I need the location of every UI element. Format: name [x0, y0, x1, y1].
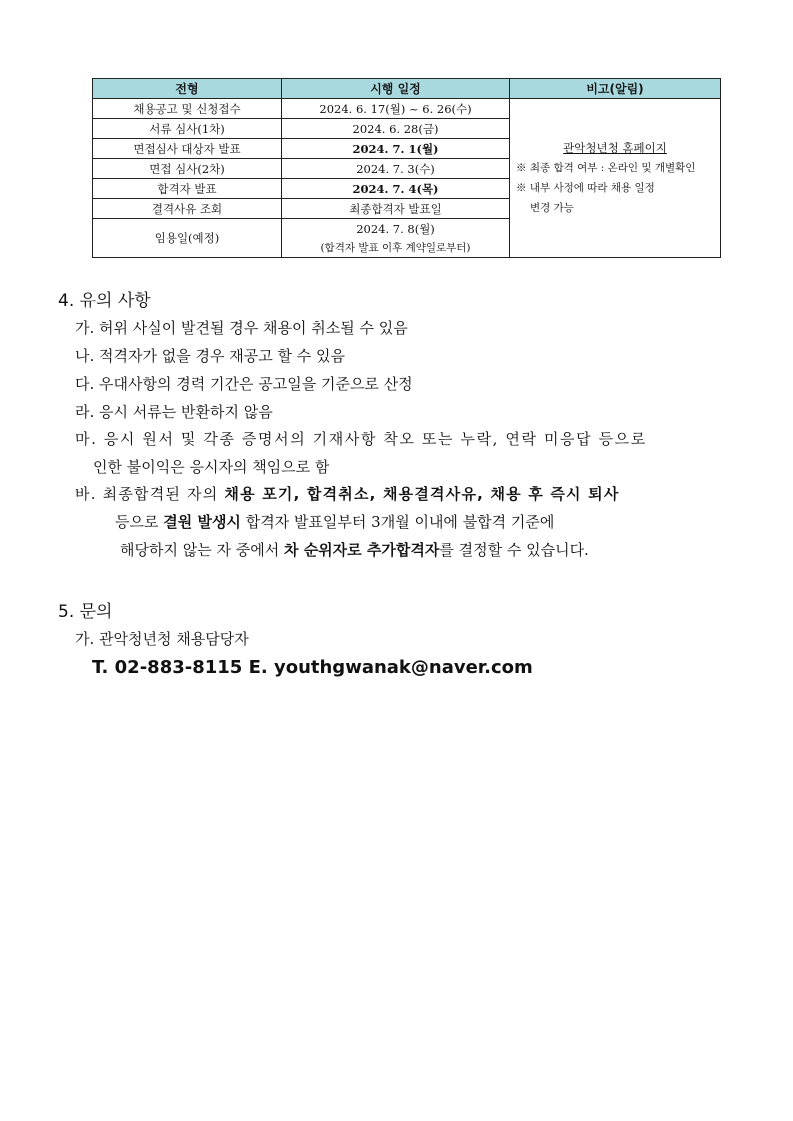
stage-cell: 면접 심사(2차): [93, 159, 282, 179]
text: 해당하지 않는 자 중에서: [120, 541, 284, 559]
section5-heading: 5. 문의: [58, 602, 113, 622]
stage-cell: 채용공고 및 신청접수: [93, 99, 282, 119]
stage-cell: 합격자 발표: [93, 179, 282, 199]
date-cell: 2024. 6. 28(금): [282, 119, 510, 139]
header-remarks: 비고(알림): [510, 79, 721, 99]
list-item: 가. 허위 사실이 발견될 경우 채용이 취소될 수 있음: [75, 319, 408, 337]
section4-heading: 4. 유의 사항: [58, 291, 151, 311]
remarks-title: 관악청년청 홈페이지: [563, 141, 667, 155]
stage-cell: 서류 심사(1차): [93, 119, 282, 139]
table-row: [93, 99, 721, 119]
date-cell: 최종합격자 발표일: [282, 199, 510, 219]
list-item: 마. 응시 원서 및 각종 증명서의 기재사항 착오 또는 누락, 연락 미응답 등으로: [75, 430, 647, 448]
date-cell: 2024. 7. 4(목): [282, 179, 510, 199]
remarks-note: 변경 가능: [530, 202, 574, 214]
table-header-row: [93, 79, 721, 99]
remarks-cell: [510, 99, 721, 258]
date-cell: 2024. 7. 8(월): [282, 219, 510, 239]
list-item: 다. 우대사항의 경력 기간은 공고일을 기준으로 산정: [75, 375, 413, 393]
text: 합격자 발표일부터 3개월 이내에 불합격 기준에: [240, 513, 555, 531]
remarks-note: ※ 최종 합격 여부 : 온라인 및 개별확인: [516, 162, 696, 174]
date-cell: 2024. 6. 17(월) ~ 6. 26(수): [282, 99, 510, 119]
list-item: 나. 적격자가 없을 경우 재공고 할 수 있음: [75, 347, 345, 365]
remarks-note: ※ 내부 사정에 따라 채용 일정: [516, 182, 655, 194]
schedule-table: [92, 78, 721, 258]
list-item: 라. 응시 서류는 반환하지 않음: [75, 403, 273, 421]
text: 를 결정할 수 있습니다.: [439, 541, 589, 559]
stage-cell: 임용일(예정): [93, 219, 282, 258]
emphasis: 차 순위자로 추가합격자: [283, 541, 440, 559]
header-date: 시행 일정: [282, 79, 510, 99]
date-note-cell: (합격자 발표 이후 계약일로부터): [282, 238, 510, 258]
text: 바. 최종합격된 자의: [75, 485, 225, 503]
list-item: [75, 483, 620, 504]
header-stage: 전형: [93, 79, 282, 99]
text: 등으로: [115, 513, 164, 531]
contact-info: T. 02-883-8115 E. youthgwanak@naver.com: [92, 657, 533, 678]
emphasis: 결원 발생시: [163, 513, 241, 531]
stage-cell: 결격사유 조회: [93, 199, 282, 219]
stage-cell: 면접심사 대상자 발표: [93, 139, 282, 159]
date-cell: 2024. 7. 1(월): [282, 139, 510, 159]
emphasis: 채용 포기, 합격취소, 채용결격사유, 채용 후 즉시 퇴사: [224, 485, 620, 503]
list-item-continuation: 인한 불이익은 응시자의 책임으로 함: [93, 458, 330, 476]
date-cell: 2024. 7. 3(수): [282, 159, 510, 179]
list-item-continuation: [120, 539, 589, 560]
list-item: 가. 관악청년청 채용담당자: [75, 630, 249, 648]
list-item-continuation: [115, 511, 554, 532]
